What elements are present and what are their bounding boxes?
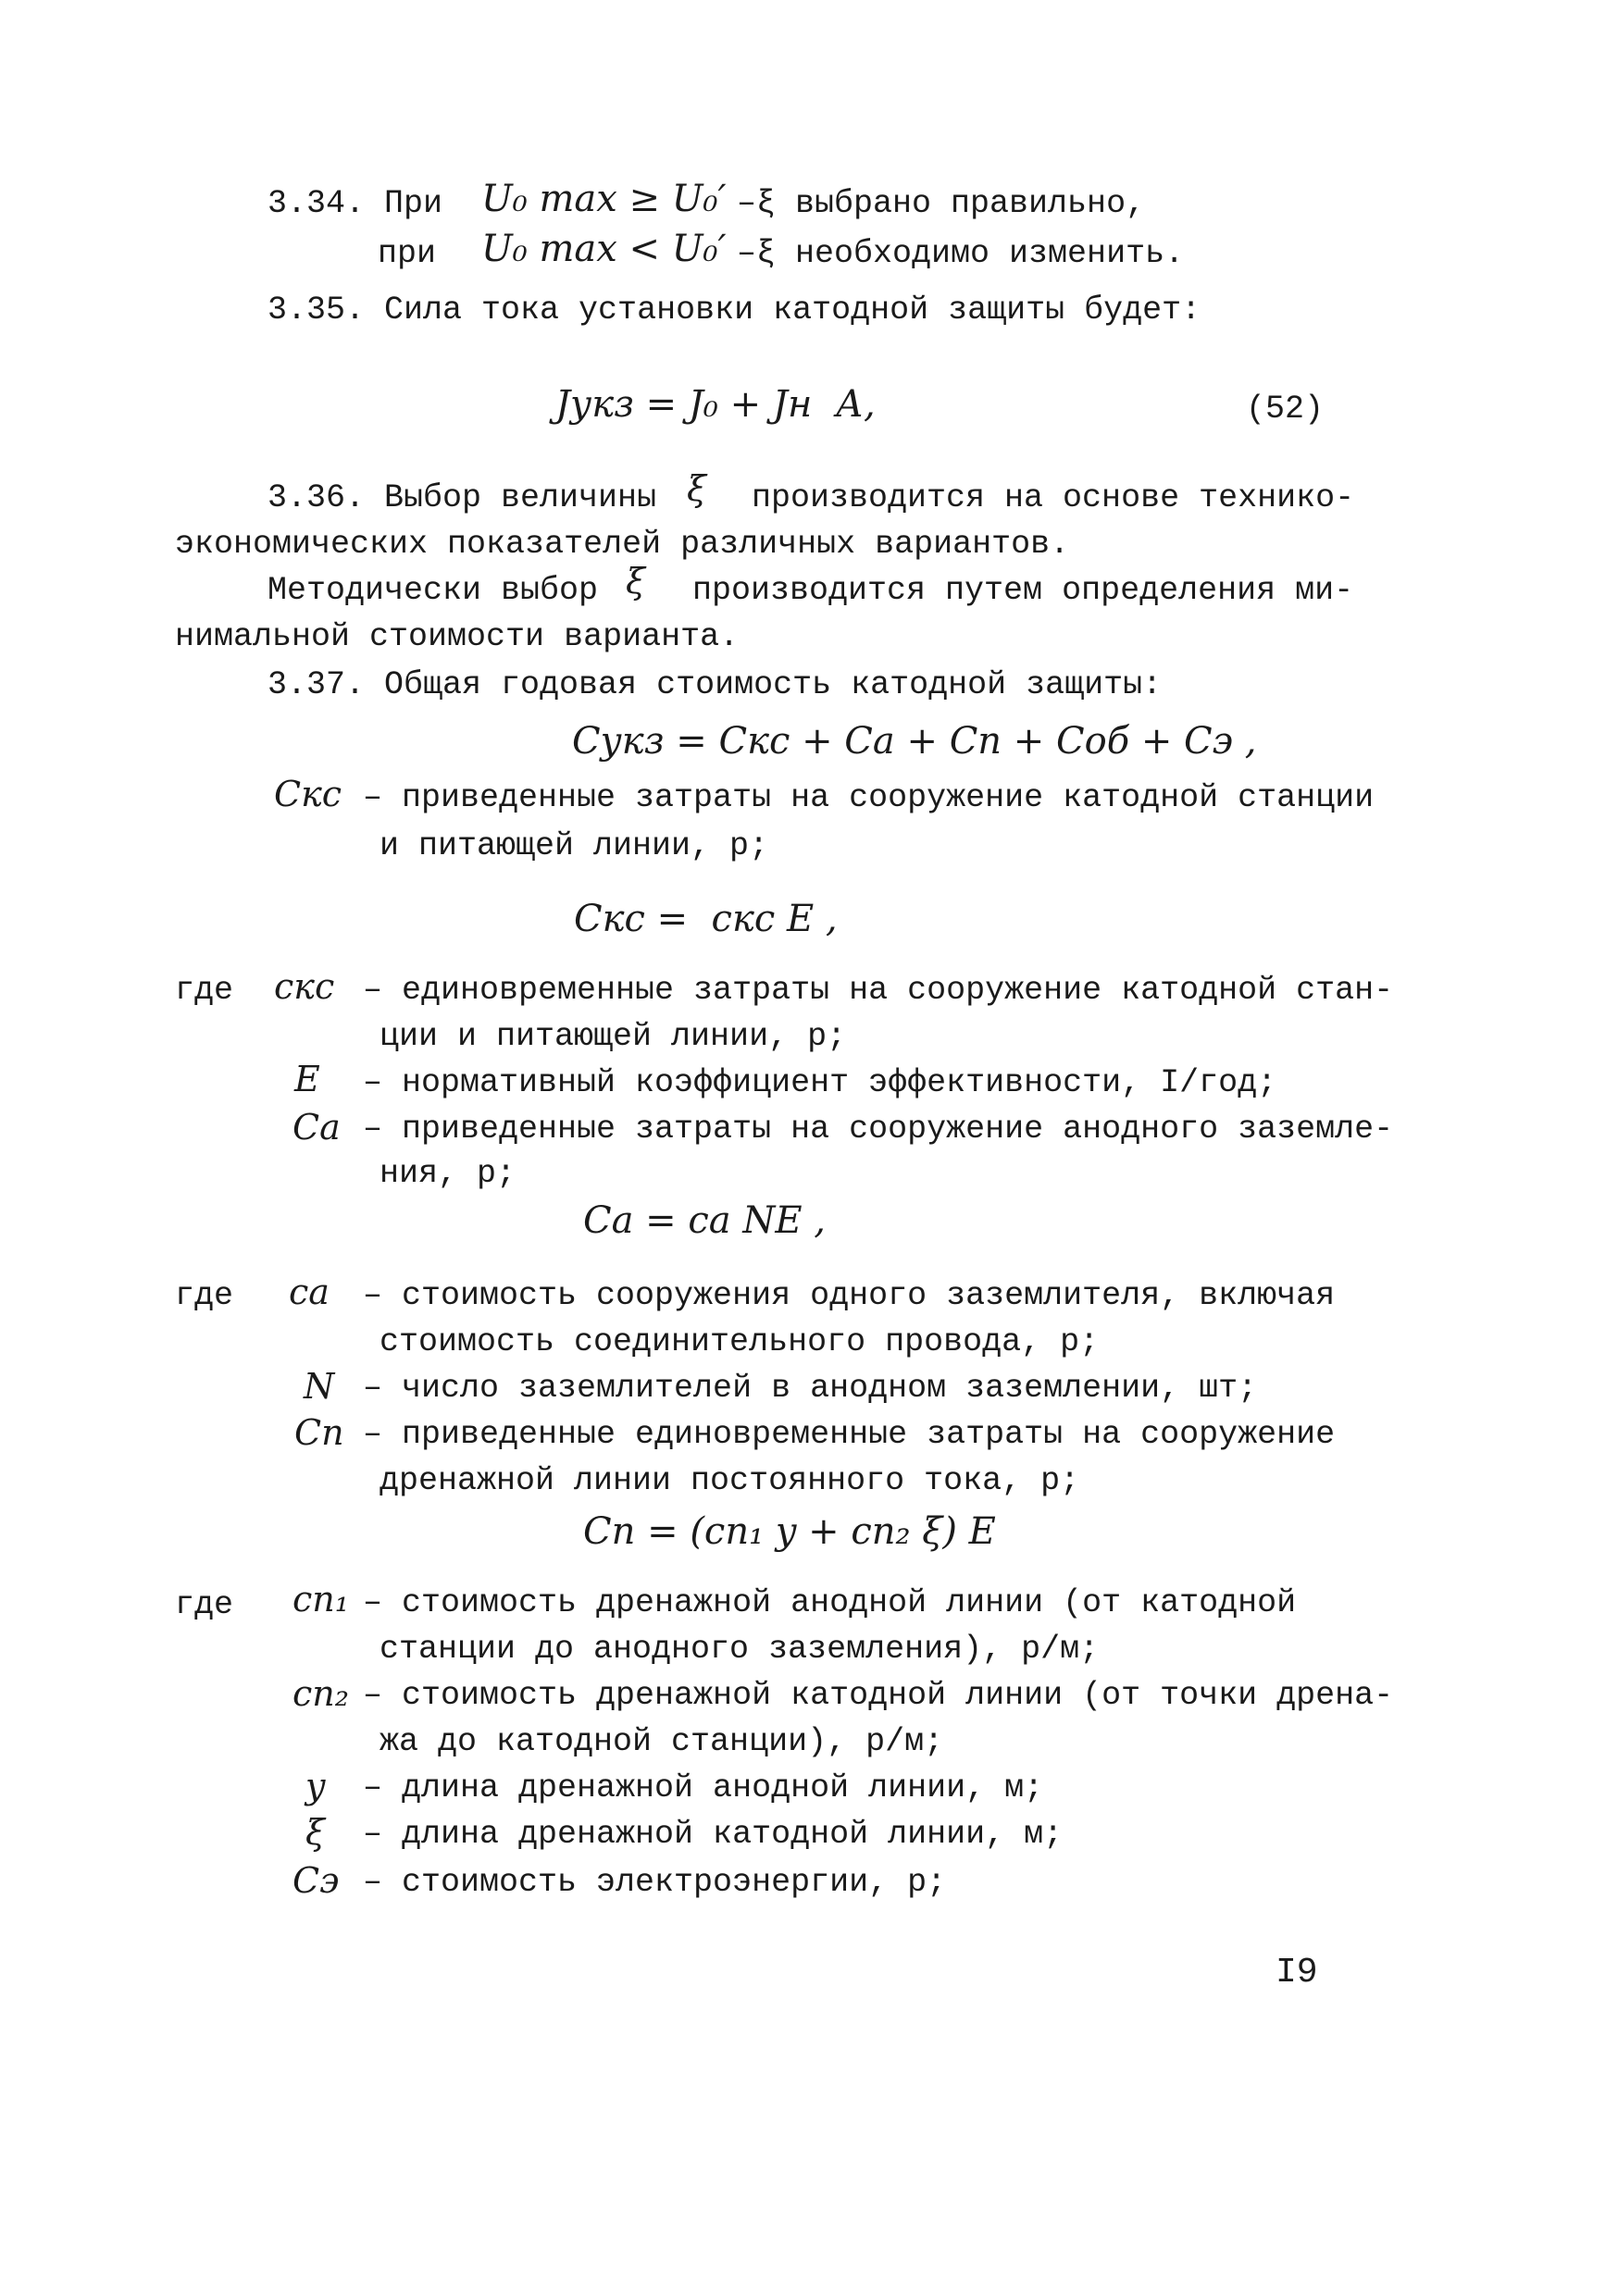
- ckc-description-2: и питающей линии, р;: [380, 827, 769, 864]
- xi-symbol: ξ: [687, 468, 706, 509]
- section-3-37: 3.37. Общая годовая стоимость катодной защиты:: [268, 666, 1163, 703]
- xi-symbol: ξ: [626, 561, 645, 602]
- formula-cukz: Cукз = Cкс + Cа + Cп + Cоб + Cэ ,: [572, 720, 1257, 763]
- formula-ckc: Cкс = cкс E ,: [574, 898, 838, 940]
- formula-u0max-ge: U₀ max ≥ U₀′: [481, 178, 727, 220]
- ckc-unit-description-2: ции и питающей линии, р;: [380, 1018, 847, 1055]
- where-label-3: где: [175, 1586, 234, 1623]
- symbol-ckc-unit: cкс: [274, 966, 335, 1007]
- symbol-n: N: [304, 1366, 335, 1407]
- ckc-unit-description-1: – единовременные затраты на сооружение катодной стан-: [363, 972, 1394, 1009]
- section-3-36-line-1-end: производится на основе технико-: [752, 479, 1355, 516]
- symbol-cp2: cп₂: [292, 1673, 349, 1714]
- where-label-2: где: [175, 1277, 234, 1314]
- page-number: I9: [1276, 1953, 1318, 1992]
- cp-description-2: дренажной линии постоянного тока, р;: [380, 1462, 1080, 1499]
- section-3-36-line-2: экономических показателей различных вариантов.: [175, 526, 1070, 563]
- formula-u0max-lt: U₀ max < U₀′: [481, 228, 727, 270]
- cp1-description-2: станции до анодного заземления), р/м;: [380, 1631, 1100, 1668]
- n-description: – число заземлителей в анодном заземлении, шт;: [363, 1370, 1258, 1407]
- methodical-line-1: Методически выбор: [268, 572, 599, 609]
- section-3-36-line-1: 3.36. Выбор величины: [268, 479, 657, 516]
- methodical-line-1-end: производится путем определения ми-: [692, 572, 1354, 609]
- where-label-1: где: [175, 972, 234, 1009]
- cp2-description-1: – стоимость дренажной катодной линии (от точки дрена-: [363, 1677, 1394, 1714]
- equation-number-52: (52): [1246, 391, 1325, 428]
- symbol-ca: Cа: [292, 1107, 341, 1148]
- symbol-cp: Cп: [294, 1412, 344, 1453]
- formula-jukz: Jукз = J₀ + Jн А,: [555, 383, 876, 426]
- section-3-35: 3.35. Сила тока установки катодной защиты будет:: [268, 292, 1201, 329]
- symbol-e: E: [294, 1059, 320, 1099]
- xi-description: – длина дренажной катодной линии, м;: [363, 1816, 1064, 1853]
- symbol-xi: ξ: [305, 1812, 325, 1853]
- symbol-ca-unit: cа: [289, 1272, 330, 1312]
- ca-unit-description-1: – стоимость сооружения одного заземлителя, включая: [363, 1277, 1336, 1314]
- symbol-y: y: [305, 1766, 326, 1806]
- ca-description-1: – приведенные затраты на сооружение анодного заземле-: [363, 1111, 1394, 1148]
- symbol-ce: Cэ: [292, 1860, 340, 1901]
- ca-unit-description-2: стоимость соединительного провода, р;: [380, 1323, 1100, 1360]
- symbol-ckc: Cкс: [274, 774, 342, 814]
- cp1-description-1: – стоимость дренажной анодной линии (от катодной: [363, 1584, 1297, 1621]
- formula-ca: Cа = cа NE ,: [583, 1199, 826, 1242]
- y-description: – длина дренажной анодной линии, м;: [363, 1769, 1044, 1806]
- ce-description: – стоимость электроэнергии, р;: [363, 1864, 947, 1901]
- formula-cp: Cп = (cп₁ y + cп₂ ξ) E: [583, 1510, 996, 1553]
- cp2-description-2: жа до катодной станции), р/м;: [380, 1723, 944, 1760]
- e-description: – нормативный коэффициент эффективности, I/год;: [363, 1064, 1277, 1101]
- ckc-description-1: – приведенные затраты на сооружение катодной станции: [363, 779, 1375, 816]
- methodical-line-2: нимальной стоимости варианта.: [175, 618, 740, 655]
- symbol-cp1: cп₁: [292, 1579, 349, 1620]
- section-3-34-text-1: –ξ выбрано правильно,: [737, 185, 1146, 222]
- cp-description-1: – приведенные единовременные затраты на сооружение: [363, 1416, 1336, 1453]
- section-3-34-text-2: –ξ необходимо изменить.: [737, 235, 1185, 272]
- section-3-34-label-2: при: [378, 235, 437, 272]
- ca-description-2: ния, р;: [380, 1155, 517, 1192]
- section-3-34-label: 3.34. При: [268, 185, 443, 222]
